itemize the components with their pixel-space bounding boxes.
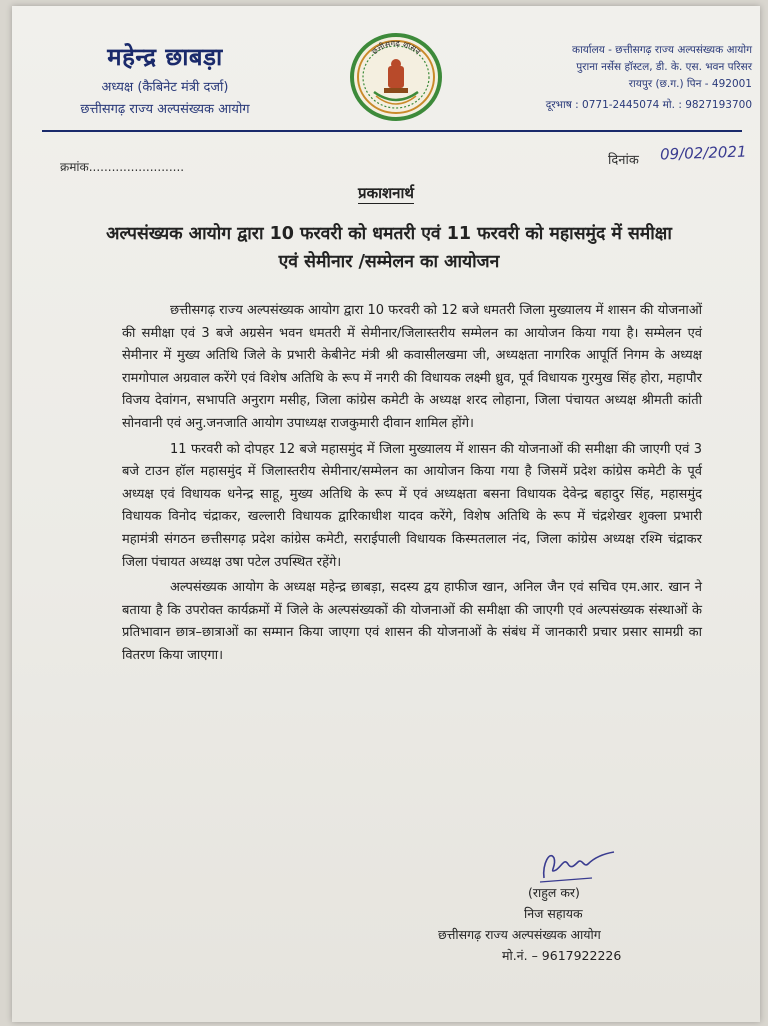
letterhead-name: महेन्द्र छाबड़ा <box>107 43 223 71</box>
date-label: दिनांक <box>608 153 639 168</box>
signature-block <box>438 882 688 966</box>
signatory-designation: निज सहायक <box>524 906 583 921</box>
body-paragraph: 11 फरवरी को दोपहर 12 बजे महासमुंद में जिला मुख्यालय में शासन की योजनाओं की समीक्षा की जाएगी एवं 3 बजे टाउन हॉल महासमुंद में जिलास्तरीय सेमीनार/सम्मेलन का आयोजन किया गया है जिसमें प्रदेश कांग्रेस कमेटी के पूर्व अध्यक्ष एवं विधायक धनेन्द्र साहू, मुख्य अतिथि के रूप में एवं अध्यक्षता बसना विधायक देवेन्द्र बहादुर सिंह, महासमुंद विधायक विनोद चंद्राकर, खल्लारी विधायक द्वारिकाधीश यादव करेंगे, विशेष अतिथि के रूप में चंद्रशेखर शुक्ला प्रभारी महामंत्री संगठन छत्तीसगढ़ प्रदेश कांग्रेस कमेटी, सराईपाली विधायक किस्मतलाल नंद, जिला कांग्रेस अध्यक्ष रश्मि चंद्राकर जिला पंचायत अध्यक्ष उषा पटेल उपस्थित रहेंगे। <box>122 441 702 570</box>
letterhead-org: छत्तीसगढ़ राज्य अल्पसंख्यक आयोग <box>80 102 250 117</box>
letter-page <box>12 6 760 1022</box>
seal-text: छत्तीसगढ़ शासन <box>369 38 423 57</box>
letterhead-left <box>50 40 280 117</box>
signatory-org: छत्तीसगढ़ राज्य अल्पसंख्यक आयोग <box>438 927 601 942</box>
heading-text: प्रकाशनार्थ <box>358 184 414 202</box>
date-handwritten: 09/02/2021 <box>659 142 747 164</box>
reference-number: क्रमांक......................... <box>60 160 185 174</box>
press-release-title: अल्पसंख्यक आयोग द्वारा 10 फरवरी को धमतरी एवं 11 फरवरी को महासमुंद में समीक्षा एवं सेमीनार /सम्मेलन का आयोजन <box>106 224 672 272</box>
body-paragraph: छत्तीसगढ़ राज्य अल्पसंख्यक आयोग द्वारा 10 फरवरी को 12 बजे धमतरी जिला मुख्यालय में शासन की योजनाओं की समीक्षा एवं 3 बजे अग्रसेन भवन धमतरी में सेमीनार/जिलास्तरीय सम्मेलन का आयोजन किया गया है। सम्मेलन एवं सेमीनार में मुख्य अतिथि जिले के प्रभारी केबीनेट मंत्री श्री कवासीलखमा जी, अध्यक्षता नागरिक आपूर्ति निगम के अध्यक्ष रामगोपाल अग्रवाल करेंगे एवं विशेष अतिथि के रूप में नगरी की विधायक लक्ष्मी ध्रुव, पूर्व विधायक गुरमुख सिंह होरा, महापौर विजय देवांगन, सभापति अनुराग मसीह, जिला कांग्रेस कमेटी के अध्यक्ष शरद लोहाना, जिला पंचायत अध्यक्ष श्रीमती कांती सोनवानी एवं अनु.जनजाति आयोग उपाध्यक्ष राजकुमारी दीवान शामिल होंगे। <box>122 303 702 431</box>
phone-line: दूरभाष : 0771-2445074 मो. : 9827193700 <box>545 99 752 111</box>
address-line: पुराना नर्सेस हॉस्टल, डी. के. एस. भवन परिसर <box>576 61 752 73</box>
signatory-name: (राहुल कर) <box>528 885 580 900</box>
for-publication-heading <box>12 183 760 203</box>
state-emblem-seal <box>344 30 448 124</box>
letterhead-role: अध्यक्ष (कैबिनेट मंत्री दर्जा) <box>101 80 229 95</box>
letter-body <box>122 300 702 671</box>
signatory-phone: मो.नं. – 9617922226 <box>502 948 622 963</box>
body-paragraph: अल्पसंख्यक आयोग के अध्यक्ष महेन्द्र छाबड़ा, सदस्य द्वय हाफीज खान, अनिल जैन एवं सचिव एम.आर. खान ने बताया है कि उपरोक्त कार्यक्रमों में जिले के अल्पसंख्यकों की योजनाओं की समीक्षा की जाएगी एवं अल्पसंख्यक संस्थाओं के प्रतिभावान छात्र–छात्राओं का सम्मान किया जाएगा एवं शासन की योजनाओं के संबंध में जानकारी प्रचार प्रसार सामग्री का वितरण किया जाएगा। <box>122 580 702 663</box>
address-line: रायपुर (छ.ग.) पिन - 492001 <box>628 78 752 90</box>
address-line: कार्यालय - छत्तीसगढ़ राज्य अल्पसंख्यक आयोग <box>572 44 752 56</box>
header-divider <box>42 130 742 132</box>
letterhead-address <box>492 42 752 114</box>
